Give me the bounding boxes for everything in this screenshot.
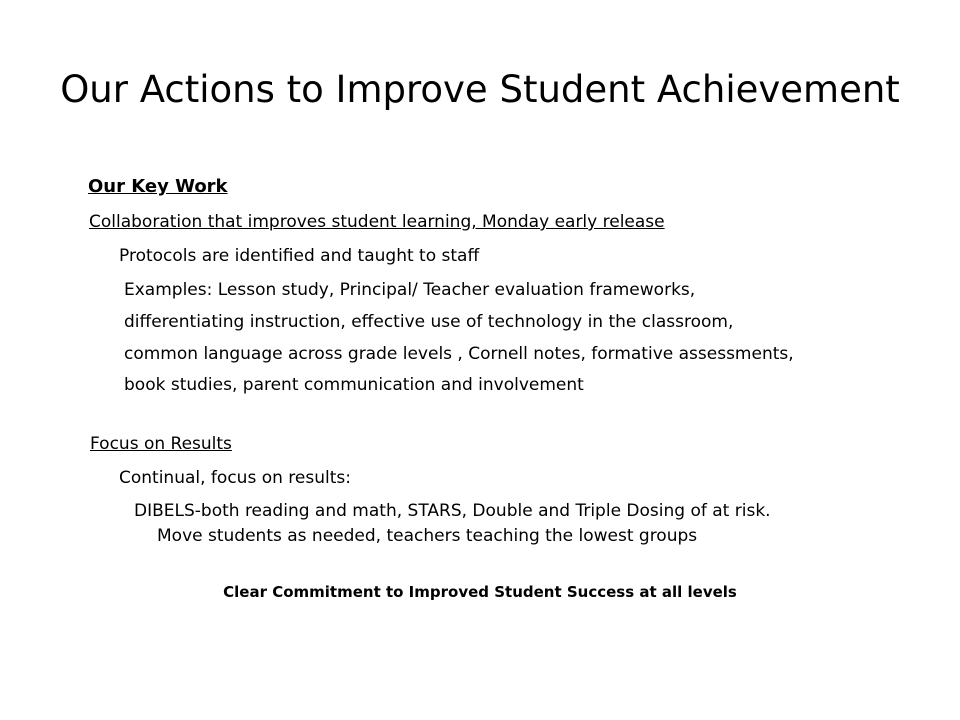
collaboration-line: Collaboration that improves student learning, Monday early release: [89, 212, 665, 232]
examples-line-1: Examples: Lesson study, Principal/ Teacher evaluation frameworks,: [124, 280, 696, 300]
slide-title: Our Actions to Improve Student Achievement: [60, 68, 900, 111]
examples-line-2: differentiating instruction, effective use of technology in the classroom,: [124, 312, 734, 332]
commitment-line: Clear Commitment to Improved Student Success at all levels: [223, 583, 737, 601]
move-students-line: Move students as needed, teachers teaching the lowest groups: [157, 526, 698, 546]
examples-line-3: common language across grade levels , Cornell notes, formative assessments,: [124, 344, 794, 364]
dibels-line: DIBELS-both reading and math, STARS, Double and Triple Dosing of at risk.: [134, 501, 771, 521]
continual-line: Continual, focus on results:: [119, 468, 351, 488]
key-work-heading: Our Key Work: [88, 176, 228, 197]
protocols-line: Protocols are identified and taught to staff: [119, 246, 480, 266]
examples-line-4: book studies, parent communication and involvement: [124, 375, 584, 395]
results-heading: Focus on Results: [90, 434, 232, 454]
